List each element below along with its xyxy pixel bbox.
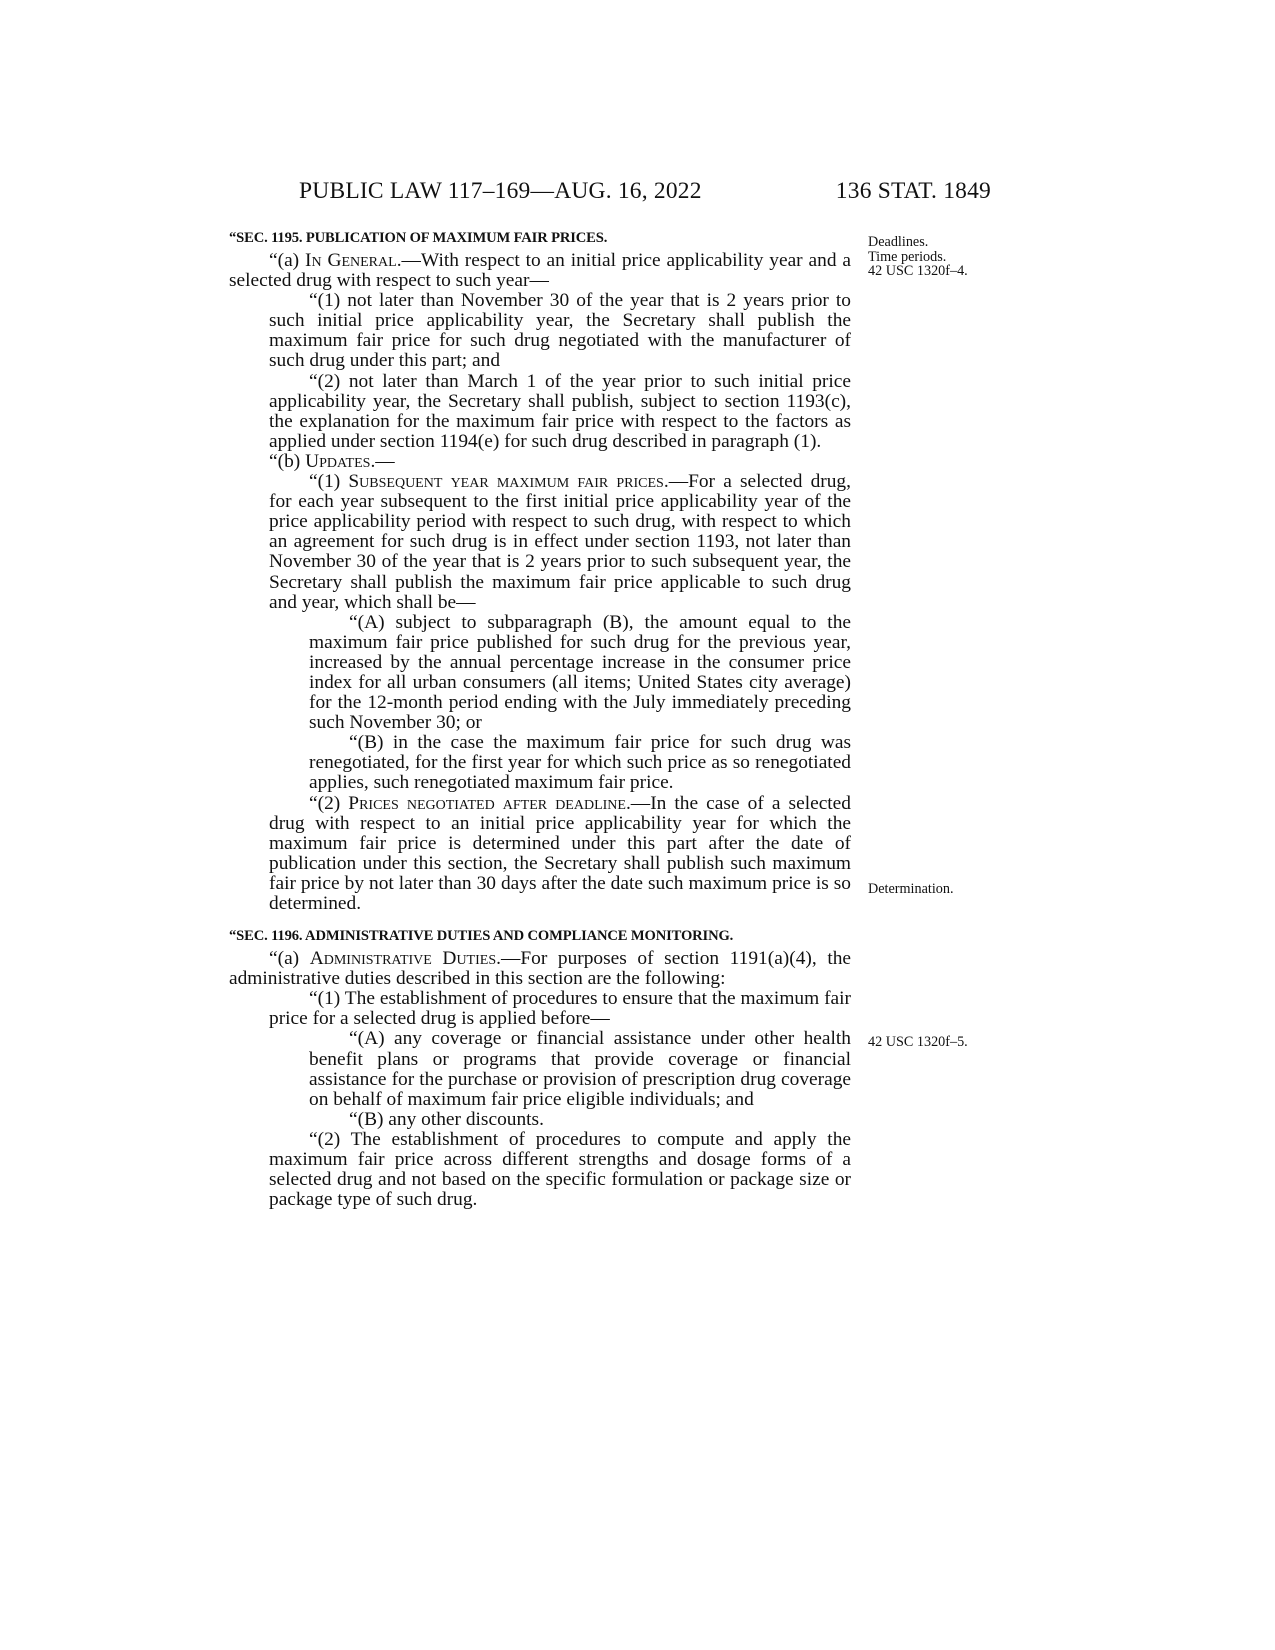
main-text bbox=[229, 228, 851, 1210]
paragraph-1196-a2: “(2) The establishment of procedures to compute and apply the maximum fair price across different strengths and dosage forms of a selected drug and not based on the specific formulation or package size or package type of such drug. bbox=[269, 1128, 851, 1211]
margin-note-line: 42 USC 1320f–4. bbox=[868, 263, 968, 279]
subparagraph-b1B: “(B) in the case the maximum fair price for such drug was renegotiated, for the first year for which such price as so renegotiated applies, such renegotiated maximum fair price. bbox=[309, 732, 851, 794]
running-head: PUBLIC LAW 117–169—AUG. 16, 2022 bbox=[299, 178, 702, 204]
section-1196-heading: “SEC. 1196. ADMINISTRATIVE DUTIES AND COMPLIANCE MONITORING. bbox=[229, 928, 734, 945]
paragraph-b2: “(2) Prices negotiated after deadline.—In the case of a selected drug with respect to an initial price applicability year for which the maximum fair price is determined under this part after the date of publication under this section, the Secretary shall publish such maximum fair price by not later than 30 days after the date such maximum price is so determined. bbox=[269, 792, 851, 914]
paragraph-1196-a1: “(1) The establishment of procedures to ensure that the maximum fair price for a selected drug is applied before— bbox=[269, 988, 851, 1030]
paragraph-b1: “(1) Subsequent year maximum fair prices.—For a selected drug, for each year subsequent to the first initial price applicability year of the price applicability period with respect to such drug, with respect to which an agreement for such drug is in effect under section 1193, not later than November 30 of the year that is 2 years prior to such subsequent year, the Secretary shall publish the maximum fair price applicable to such drug and year, which shall be— bbox=[269, 471, 851, 613]
page-number: 136 STAT. 1849 bbox=[835, 178, 991, 204]
section-1195-heading: “SEC. 1195. PUBLICATION OF MAXIMUM FAIR PRICES. bbox=[229, 230, 608, 246]
subparagraph-b1A: “(A) subject to subparagraph (B), the amount equal to the maximum fair price published for such drug for the previous year, increased by the annual percentage increase in the consumer price index for all urban consumers (all items; United States city average) for the 12-month period ending with the July immediately preceding such November 30; or bbox=[309, 611, 851, 734]
section-gap bbox=[229, 914, 851, 926]
subsection-1196-a: “(a) Administrative Duties.—For purposes of section 1191(a)(4), the administrative duties described in this section are the following: bbox=[229, 948, 852, 990]
subsection-b: “(b) Updates.— bbox=[269, 450, 395, 472]
paragraph-a2: “(2) not later than March 1 of the year prior to such initial price applicability year, the Secretary shall publish, subject to section 1193(c), the explanation for the maximum fair price with respect to the factors as applied under section 1194(e) for such drug described in paragraph (1). bbox=[269, 370, 851, 452]
margin-note-determination: Determination. bbox=[868, 881, 954, 897]
page-header bbox=[229, 178, 991, 218]
subsection-a: “(a) In General.—With respect to an initial price applicability year and a selected drug with respect to such year— bbox=[229, 250, 851, 292]
margin-note-line: Time periods. bbox=[868, 248, 947, 265]
subparagraph-1196-a1A: “(A) any coverage or financial assistance under other health benefit plans or programs that provide coverage or financial assistance for the purchase or provision of prescription drug coverage on behalf of maximum fair price eligible individuals; and bbox=[309, 1028, 851, 1110]
margin-note-line: Deadlines. bbox=[868, 234, 929, 250]
margin-note-deadlines bbox=[868, 235, 1008, 279]
paragraph-a1: “(1) not later than November 30 of the year that is 2 years prior to such initial price applicability year, the Secretary shall publish the maximum fair price for such drug negotiated with the manufacturer of such drug under this part; and bbox=[269, 290, 851, 372]
margin-note-usc: 42 USC 1320f–5. bbox=[868, 1034, 968, 1050]
subparagraph-1196-a1B: “(B) any other discounts. bbox=[349, 1108, 544, 1130]
